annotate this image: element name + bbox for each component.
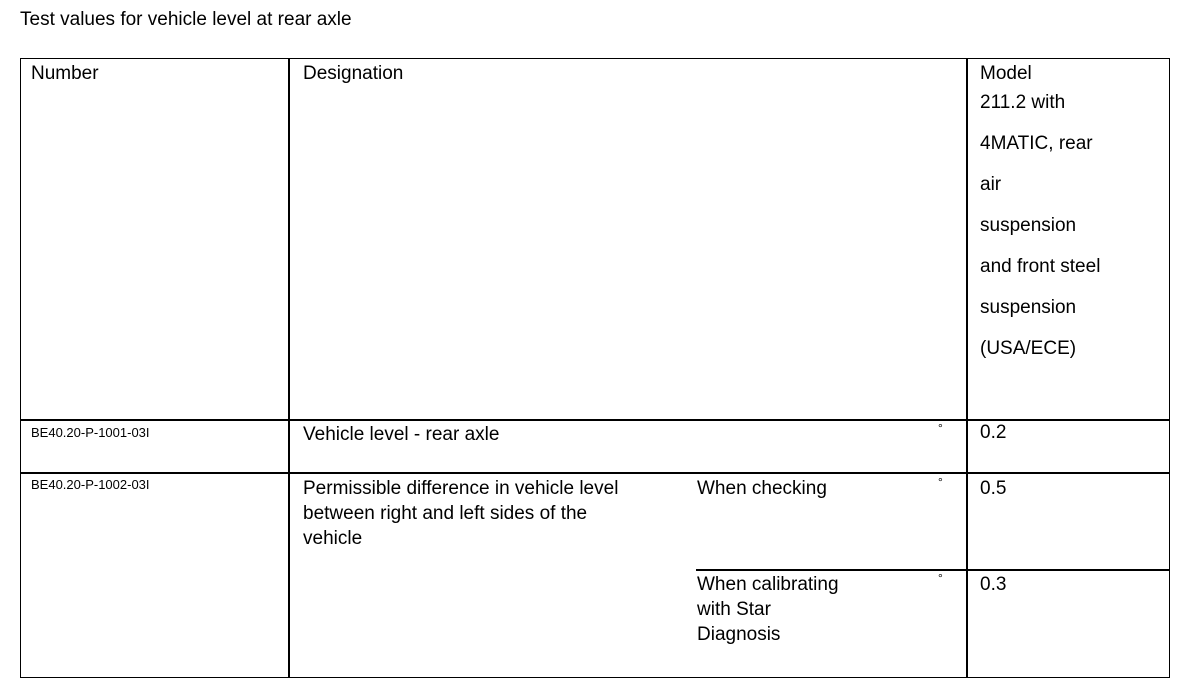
page-title: Test values for vehicle level at rear axle xyxy=(20,9,352,30)
condition-line: with Star xyxy=(697,599,771,620)
header-model: Model xyxy=(980,63,1032,84)
designation-line: between right and left sides of the xyxy=(303,503,588,524)
designation-line: Permissible difference in vehicle level xyxy=(303,478,619,499)
row2-designation xyxy=(303,476,618,551)
model-line: suspension xyxy=(980,215,1077,236)
row2b-value: 0.3 xyxy=(980,574,1007,595)
row1-designation: Vehicle level - rear axle xyxy=(303,424,500,445)
row-divider-1 xyxy=(20,472,1170,474)
row2b-condition xyxy=(697,572,839,647)
designation-line: vehicle xyxy=(303,528,363,549)
model-line: 211.2 with xyxy=(980,92,1066,113)
row1-number: BE40.20-P-1001-03I xyxy=(31,425,150,440)
row2b-unit: ° xyxy=(938,571,943,585)
model-line: (USA/ECE) xyxy=(980,338,1077,359)
header-model-description xyxy=(980,82,1100,369)
model-line: and front steel xyxy=(980,256,1101,277)
header-number: Number xyxy=(31,63,99,84)
header-designation: Designation xyxy=(303,63,404,84)
condition-line: Diagnosis xyxy=(697,624,781,645)
row2a-value: 0.5 xyxy=(980,478,1007,499)
model-line: 4MATIC, rear xyxy=(980,133,1093,154)
row1-unit: ° xyxy=(938,421,943,435)
model-line: air xyxy=(980,174,1002,195)
row2a-unit: ° xyxy=(938,475,943,489)
condition-line: When calibrating xyxy=(697,574,839,595)
model-line: suspension xyxy=(980,297,1077,318)
subrow-divider xyxy=(696,569,1170,571)
row1-value: 0.2 xyxy=(980,422,1007,443)
col-divider-designation xyxy=(966,58,968,678)
row2-number: BE40.20-P-1002-03I xyxy=(31,477,150,492)
row2a-condition: When checking xyxy=(697,478,827,499)
col-divider-number xyxy=(288,58,290,678)
